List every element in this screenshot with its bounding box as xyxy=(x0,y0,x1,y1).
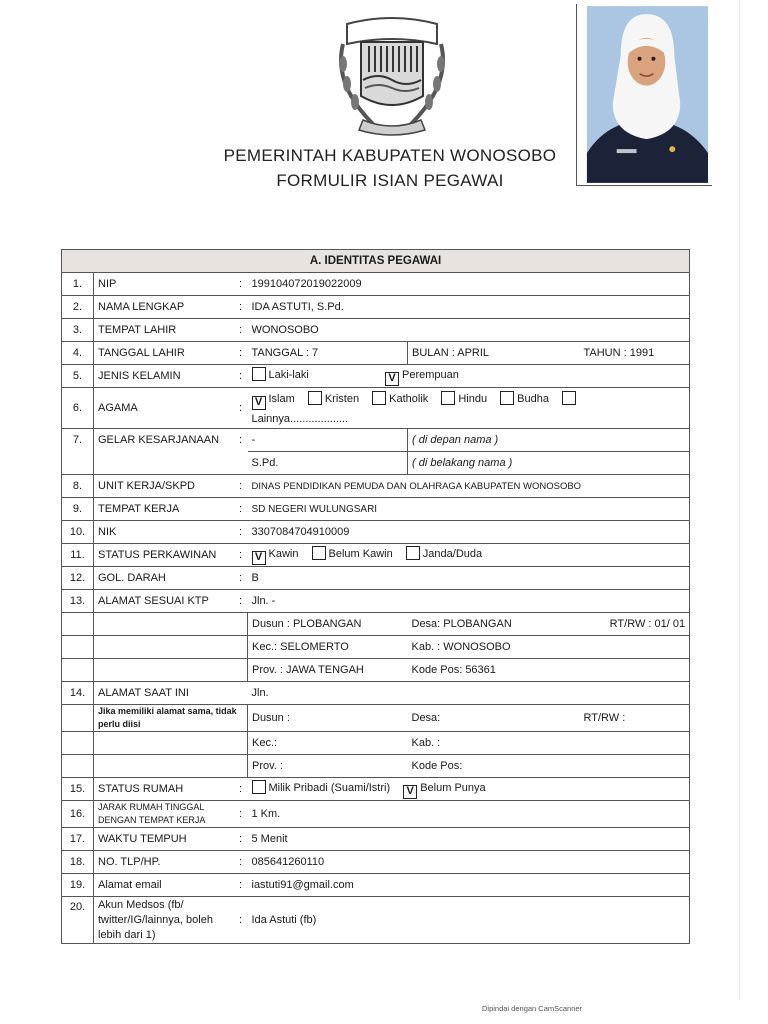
option-label: Laki-laki xyxy=(268,368,309,381)
field-label: AGAMA xyxy=(94,388,234,429)
colon: : xyxy=(234,498,248,521)
row-number: 11. xyxy=(62,544,94,567)
colon: : xyxy=(234,874,248,897)
option-label: Islam xyxy=(268,392,295,405)
colon: : xyxy=(234,544,248,567)
row-number: 10. xyxy=(62,521,94,544)
form-row-nama xyxy=(62,296,690,319)
field-label: Alamat email xyxy=(94,874,234,897)
row-number: 20. xyxy=(62,897,94,944)
form-row-alamat-saat-ini xyxy=(62,682,690,705)
checkbox-checked[interactable]: V xyxy=(385,372,399,386)
option-label: Milik Pribadi (Suami/Istri) xyxy=(268,781,391,794)
field-label: UNIT KERJA/SKPD xyxy=(94,475,234,498)
form-row-alamat-ktp-dusun xyxy=(62,613,690,636)
section-header-row xyxy=(62,250,690,273)
field-label: Akun Medsos (fb/ twitter/IG/lainnya, boleh lebih dari 1) xyxy=(94,897,234,944)
title-back-note: ( di belakang nama ) xyxy=(408,452,690,475)
religion-option-kristen[interactable] xyxy=(308,393,359,405)
checkbox-unchecked[interactable] xyxy=(312,546,326,560)
field-label: WAKTU TEMPUH xyxy=(94,828,234,851)
colon: : xyxy=(234,296,248,319)
field-label: TANGGAL LAHIR xyxy=(94,342,234,365)
gender-option-male[interactable] xyxy=(252,369,309,381)
religion-options xyxy=(248,388,690,429)
colon: : xyxy=(234,567,248,590)
empty-cell xyxy=(94,613,248,636)
colon: : xyxy=(234,319,248,342)
marital-option-janda[interactable] xyxy=(406,548,482,560)
current-street-value[interactable]: Jln. xyxy=(248,682,690,705)
option-label: Belum Kawin xyxy=(328,547,393,560)
checkbox-checked[interactable]: V xyxy=(403,785,417,799)
checkbox-unchecked[interactable] xyxy=(441,391,455,405)
field-label: STATUS RUMAH xyxy=(94,778,234,801)
current-prov-value[interactable]: Prov. : xyxy=(248,755,408,778)
option-label: Budha xyxy=(517,392,549,405)
row-number: 13. xyxy=(62,590,94,613)
field-label: NIK xyxy=(94,521,234,544)
empty-cell xyxy=(62,452,94,475)
phone-value[interactable]: 085641260110 xyxy=(248,851,690,874)
empty-cell xyxy=(62,705,94,732)
ktp-kodepos-value[interactable]: Kode Pos: 56361 xyxy=(408,659,690,682)
form-row-nip xyxy=(62,273,690,296)
form-row-gelar-belakang xyxy=(62,452,690,475)
page-edge xyxy=(739,0,740,1000)
current-kodepos-value[interactable]: Kode Pos: xyxy=(408,755,690,778)
empty-cell xyxy=(62,732,94,755)
field-label: ALAMAT SESUAI KTP xyxy=(94,590,234,613)
form-row-status-rumah xyxy=(62,778,690,801)
field-label: JARAK RUMAH TINGGAL DENGAN TEMPAT KERJA xyxy=(94,801,234,828)
row-number: 18. xyxy=(62,851,94,874)
colon: : xyxy=(234,521,248,544)
form-row-telp xyxy=(62,851,690,874)
house-status-options xyxy=(248,778,690,801)
form-row-alamat-saat-ini-dusun xyxy=(62,705,690,732)
field-label: NIP xyxy=(94,273,234,296)
empty-cell xyxy=(94,755,248,778)
religion-option-hindu[interactable] xyxy=(441,393,487,405)
empty-cell xyxy=(62,659,94,682)
checkbox-unchecked[interactable] xyxy=(308,391,322,405)
nik-value[interactable]: 3307084704910009 xyxy=(248,521,690,544)
colon: : xyxy=(234,851,248,874)
colon: : xyxy=(234,828,248,851)
form-row-alamat-ktp xyxy=(62,590,690,613)
form-row-email xyxy=(62,874,690,897)
empty-cell xyxy=(94,452,234,475)
birth-year-value[interactable]: TAHUN : 1991 xyxy=(580,342,690,365)
checkbox-checked[interactable]: V xyxy=(252,396,266,410)
row-number: 12. xyxy=(62,567,94,590)
colon: : xyxy=(234,475,248,498)
form-row-medsos xyxy=(62,897,690,944)
title-back-value[interactable]: S.Pd. xyxy=(248,452,408,475)
form-row-alamat-saat-ini-kec xyxy=(62,732,690,755)
marital-option-belum[interactable] xyxy=(312,548,393,560)
travel-time-value[interactable]: 5 Menit xyxy=(248,828,690,851)
header-government: PEMERINTAH KABUPATEN WONOSOBO xyxy=(223,146,557,165)
religion-option-islam[interactable] xyxy=(252,392,295,408)
current-desa-value[interactable]: Desa: xyxy=(408,705,580,732)
gender-options xyxy=(248,365,690,388)
form-row-nik xyxy=(62,521,690,544)
row-number: 3. xyxy=(62,319,94,342)
field-label: STATUS PERKAWINAN xyxy=(94,544,234,567)
form-row-jarak-rumah xyxy=(62,801,690,828)
option-label: Kawin xyxy=(268,547,299,560)
religion-option-other[interactable]: Lainnya................... xyxy=(251,412,349,425)
row-number: 14. xyxy=(62,682,94,705)
row-number: 8. xyxy=(62,475,94,498)
form-row-unit-kerja xyxy=(62,475,690,498)
religion-option-katholik[interactable] xyxy=(372,393,428,405)
empty-cell xyxy=(62,636,94,659)
option-label: Hindu xyxy=(458,392,488,405)
checkbox-unchecked[interactable] xyxy=(252,367,266,381)
gender-option-female[interactable] xyxy=(385,368,459,384)
ktp-kab-value[interactable]: Kab. : WONOSOBO xyxy=(408,636,690,659)
name-value[interactable]: IDA ASTUTI, S.Pd. xyxy=(248,296,690,319)
checkbox-unchecked[interactable] xyxy=(406,546,420,560)
wonosobo-emblem-icon xyxy=(333,14,451,136)
identity-form-table xyxy=(61,249,690,944)
empty-cell xyxy=(62,755,94,778)
field-label: GELAR KESARJANAAN xyxy=(94,429,234,452)
header-form-title: FORMULIR ISIAN PEGAWAI xyxy=(276,171,504,190)
colon: : xyxy=(234,342,248,365)
row-number: 6. xyxy=(62,388,94,429)
ktp-prov-value[interactable]: Prov. : JAWA TENGAH xyxy=(248,659,408,682)
colon: : xyxy=(234,365,248,388)
form-row-waktu-tempuh xyxy=(62,828,690,851)
ktp-rtrw-value[interactable]: RT/RW : 01/ 01 xyxy=(580,613,690,636)
colon: : xyxy=(234,273,248,296)
row-number: 5. xyxy=(62,365,94,388)
marital-options xyxy=(248,544,690,567)
colon: : xyxy=(234,388,248,429)
row-number: 7. xyxy=(62,429,94,452)
checkbox-unchecked[interactable] xyxy=(500,391,514,405)
colon: : xyxy=(234,897,248,944)
blood-type-value[interactable]: B xyxy=(248,567,690,590)
same-address-note: Jika memiliki alamat sama, tidak perlu diisi xyxy=(94,705,248,732)
current-dusun-value[interactable]: Dusun : xyxy=(248,705,408,732)
field-label: NO. TLP/HP. xyxy=(94,851,234,874)
field-label: TEMPAT LAHIR xyxy=(94,319,234,342)
section-title: A. IDENTITAS PEGAWAI xyxy=(62,250,690,273)
row-number: 4. xyxy=(62,342,94,365)
checkbox-unchecked[interactable] xyxy=(252,780,266,794)
religion-option-budha[interactable] xyxy=(500,393,549,405)
form-row-alamat-ktp-kec xyxy=(62,636,690,659)
employee-photo xyxy=(576,4,712,186)
empty-cell xyxy=(94,636,248,659)
current-rtrw-value[interactable]: RT/RW : xyxy=(580,705,690,732)
workplace-value[interactable]: SD NEGERI WULUNGSARI xyxy=(248,498,690,521)
ktp-kec-value[interactable]: Kec.: SELOMERTO xyxy=(248,636,408,659)
field-label: GOL. DARAH xyxy=(94,567,234,590)
distance-value[interactable]: 1 Km. xyxy=(248,801,690,828)
email-value[interactable]: iastuti91@gmail.com xyxy=(248,874,690,897)
empty-cell xyxy=(94,659,248,682)
field-label: TEMPAT KERJA xyxy=(94,498,234,521)
row-number: 17. xyxy=(62,828,94,851)
row-number: 9. xyxy=(62,498,94,521)
birth-day-value[interactable]: TANGGAL : 7 xyxy=(248,342,408,365)
form-row-alamat-ktp-prov xyxy=(62,659,690,682)
row-number: 2. xyxy=(62,296,94,319)
option-label: Katholik xyxy=(389,392,429,405)
social-media-value[interactable]: Ida Astuti (fb) xyxy=(248,897,690,944)
field-label: NAMA LENGKAP xyxy=(94,296,234,319)
ktp-dusun-value[interactable]: Dusun : PLOBANGAN xyxy=(248,613,408,636)
row-number: 15. xyxy=(62,778,94,801)
form-row-jenis-kelamin xyxy=(62,365,690,388)
empty-cell xyxy=(94,732,248,755)
field-label: JENIS KELAMIN xyxy=(94,365,234,388)
option-label: Belum Punya xyxy=(420,781,486,794)
house-option-none[interactable] xyxy=(403,781,486,797)
form-row-agama xyxy=(62,388,690,429)
form-row-gol-darah xyxy=(62,567,690,590)
checkbox-unchecked[interactable] xyxy=(372,391,386,405)
row-number: 1. xyxy=(62,273,94,296)
colon: : xyxy=(234,590,248,613)
empty-cell xyxy=(234,682,248,705)
nip-value[interactable]: 199104072019022009 xyxy=(248,273,690,296)
form-row-gelar-depan xyxy=(62,429,690,452)
checkbox-checked[interactable]: V xyxy=(252,551,266,565)
current-kab-value[interactable]: Kab. : xyxy=(408,732,690,755)
empty-cell xyxy=(234,452,248,475)
form-row-alamat-saat-ini-prov xyxy=(62,755,690,778)
house-option-owned[interactable] xyxy=(252,782,391,794)
religion-option-other-checkbox[interactable] xyxy=(562,391,576,405)
birth-month-value[interactable]: BULAN : APRIL xyxy=(408,342,580,365)
marital-option-kawin[interactable] xyxy=(252,547,299,563)
option-label: Janda/Duda xyxy=(422,547,483,560)
ktp-desa-value[interactable]: Desa: PLOBANGAN xyxy=(408,613,580,636)
form-row-status-perkawinan xyxy=(62,544,690,567)
colon: : xyxy=(234,778,248,801)
current-kec-value[interactable]: Kec.: xyxy=(248,732,408,755)
field-label: ALAMAT SAAT INI xyxy=(94,682,234,705)
option-label: Perempuan xyxy=(401,368,459,381)
form-row-tempat-kerja xyxy=(62,498,690,521)
form-row-tempat-lahir xyxy=(62,319,690,342)
title-front-note: ( di depan nama ) xyxy=(408,429,690,452)
row-number: 16. xyxy=(62,801,94,828)
colon: : xyxy=(234,801,248,828)
work-unit-value[interactable]: DINAS PENDIDIKAN PEMUDA DAN OLAHRAGA KABUPATEN WONOSOBO xyxy=(248,475,690,498)
colon: : xyxy=(234,429,248,452)
empty-cell xyxy=(62,613,94,636)
row-number: 19. xyxy=(62,874,94,897)
scanner-footer: Dipindai dengan CamScanner xyxy=(482,1004,583,1013)
title-front-value[interactable]: - xyxy=(248,429,408,452)
ktp-street-value[interactable]: Jln. - xyxy=(248,590,690,613)
option-label: Kristen xyxy=(324,392,360,405)
birthplace-value[interactable]: WONOSOBO xyxy=(248,319,690,342)
form-row-tanggal-lahir xyxy=(62,342,690,365)
